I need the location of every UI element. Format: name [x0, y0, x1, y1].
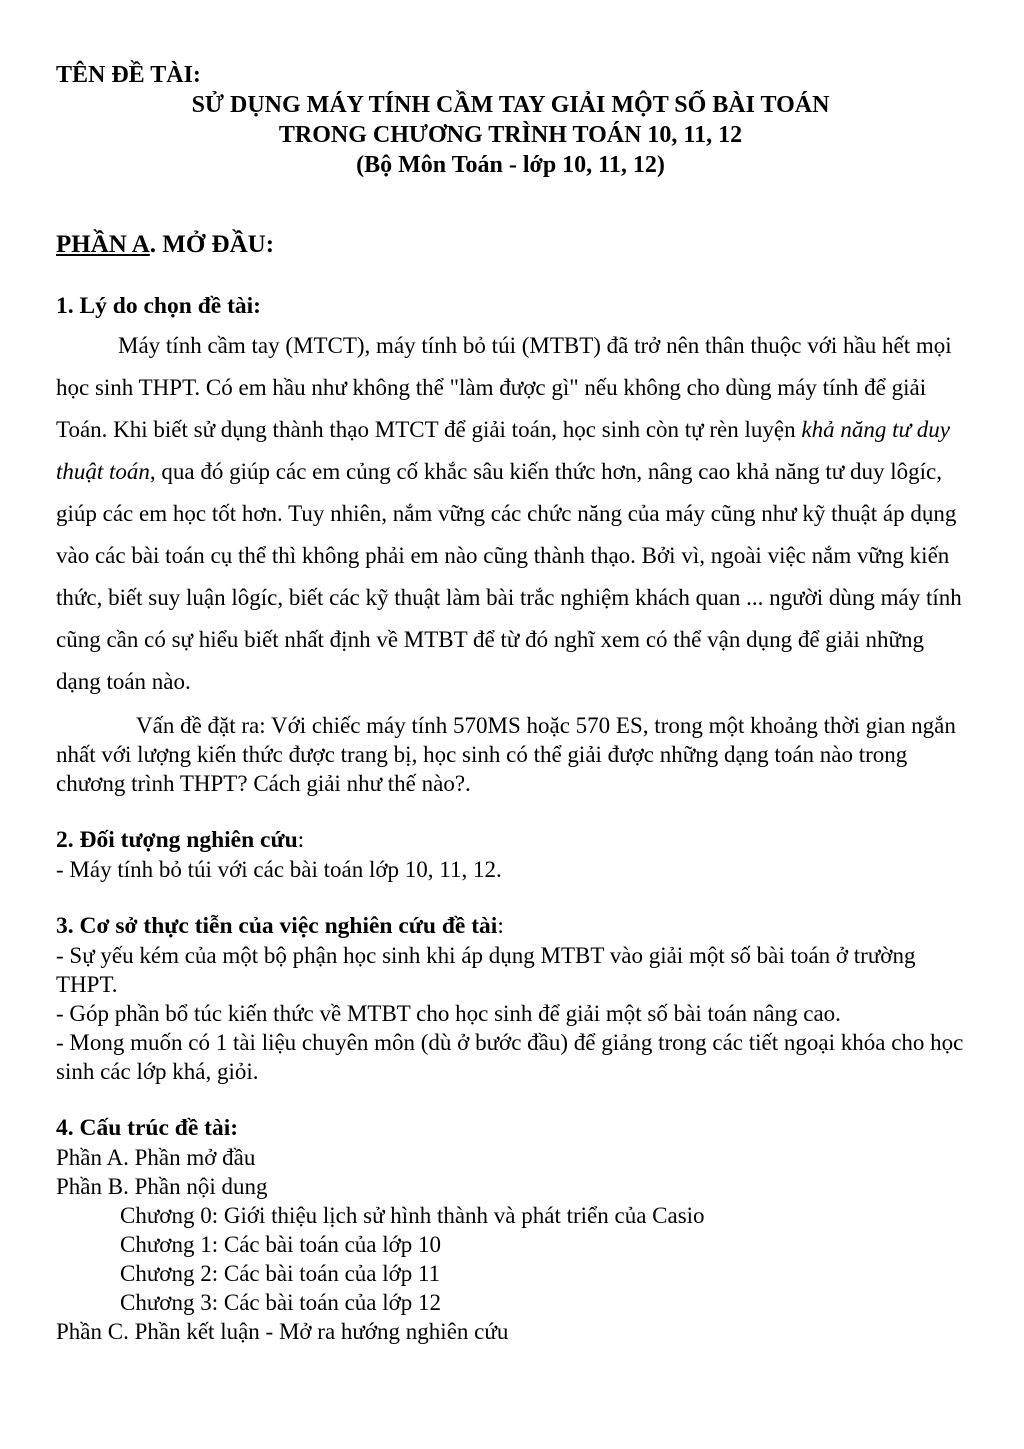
section-1-paragraph-problem: Vấn đề đặt ra: Với chiếc máy tính 570MS hoặc 570 ES, trong một khoảng thời gian ngắn nhất với lượng kiến thức được trang bị, học sinh có thể giải được những dạng toán nào trong chương trình THPT? Cách giải như thế nào?.	[56, 713, 956, 796]
outline-line-part-c: Phần C. Phần kết luận - Mở ra hướng nghiên cứu	[56, 1319, 509, 1344]
part-a-label: PHẦN A	[56, 231, 150, 258]
section-2-heading-text: 2. Đối tượng nghiên cứu	[56, 827, 298, 853]
section-1-paragraph-reason	[56, 325, 965, 703]
section-2-item: - Máy tính bỏ túi với các bài toán lớp 10, 11, 12.	[56, 857, 502, 882]
outline-line-chapter-3: Chương 3: Các bài toán của lớp 12	[120, 1290, 442, 1315]
doc-title-line-1: SỬ DỤNG MÁY TÍNH CẦM TAY GIẢI MỘT SỐ BÀI TOÁN	[191, 92, 830, 118]
section-3-item: - Góp phần bổ túc kiến thức về MTBT cho học sinh để giải một số bài toán nâng cao.	[56, 1001, 841, 1026]
section-3-heading-colon: :	[497, 913, 504, 939]
section-3-item: - Mong muốn có 1 tài liệu chuyên môn (dù ở bước đầu) để giảng trong các tiết ngoại khóa cho học sinh các lớp khá, giỏi.	[56, 1030, 964, 1084]
part-a-heading	[56, 230, 965, 260]
section-3-heading-text: 3. Cơ sở thực tiễn của việc nghiên cứu đề tài	[56, 913, 498, 939]
outline-line-part-a: Phần A. Phần mở đầu	[56, 1145, 256, 1170]
section-2-heading-colon: :	[297, 827, 305, 853]
paragraph-reason-italic-phrase: khả năng tư duy thuật toán	[56, 417, 950, 484]
outline-line-chapter-1: Chương 1: Các bài toán của lớp 10	[120, 1232, 442, 1257]
part-a-title: . MỞ ĐẦU:	[149, 231, 275, 258]
section-3-heading	[56, 912, 965, 941]
paragraph-reason-text-after: , qua đó giúp các em củng cố khắc sâu kiến thức hơn, nâng cao khả năng tư duy lôgíc, giúp các em học tốt hơn. Tuy nhiên, nắm vững các chức năng của máy cũng như kỹ thuật áp dụng vào các bài toán cụ thể thì không phải em nào cũng thành thạo. Bởi vì, ngoài việc nắm vững kiến thức, biết suy luận lôgíc, biết các kỹ thuật làm bài trắc nghiệm khách quan ... người dùng máy tính cũng cần có sự hiểu biết nhất định về MTBT để từ đó nghĩ xem có thể vận dụng để giải những dạng toán nào.	[56, 459, 962, 694]
outline-line-chapter-2: Chương 2: Các bài toán của lớp 11	[120, 1261, 441, 1286]
section-3-item: - Sự yếu kém của một bộ phận học sinh khi áp dụng MTBT vào giải một số bài toán ở trường THPT.	[56, 943, 916, 997]
outline-line-part-b: Phần B. Phần nội dung	[56, 1174, 268, 1199]
section-2-heading	[56, 826, 965, 855]
section-1-heading: 1. Lý do chọn đề tài:	[56, 293, 261, 319]
section-4-heading: 4. Cấu trúc đề tài:	[56, 1115, 239, 1141]
doc-title-line-2: TRONG CHƯƠNG TRÌNH TOÁN 10, 11, 12	[278, 122, 743, 148]
doc-title-label: TÊN ĐỀ TÀI:	[56, 62, 201, 88]
outline-line-chapter-0: Chương 0: Giới thiệu lịch sử hình thành và phát triển của Casio	[120, 1203, 705, 1228]
paragraph-reason-text-before: Máy tính cầm tay (MTCT), máy tính bỏ túi (MTBT) đã trở nên thân thuộc với hầu hết mọi học sinh THPT. Có em hầu như không thể "làm được gì" nếu không cho dùng máy tính để giải Toán. Khi biết sử dụng thành thạo MTCT để giải toán, học sinh còn tự rèn luyện	[56, 333, 952, 442]
doc-title-line-3: (Bộ Môn Toán - lớp 10, 11, 12)	[356, 152, 665, 178]
